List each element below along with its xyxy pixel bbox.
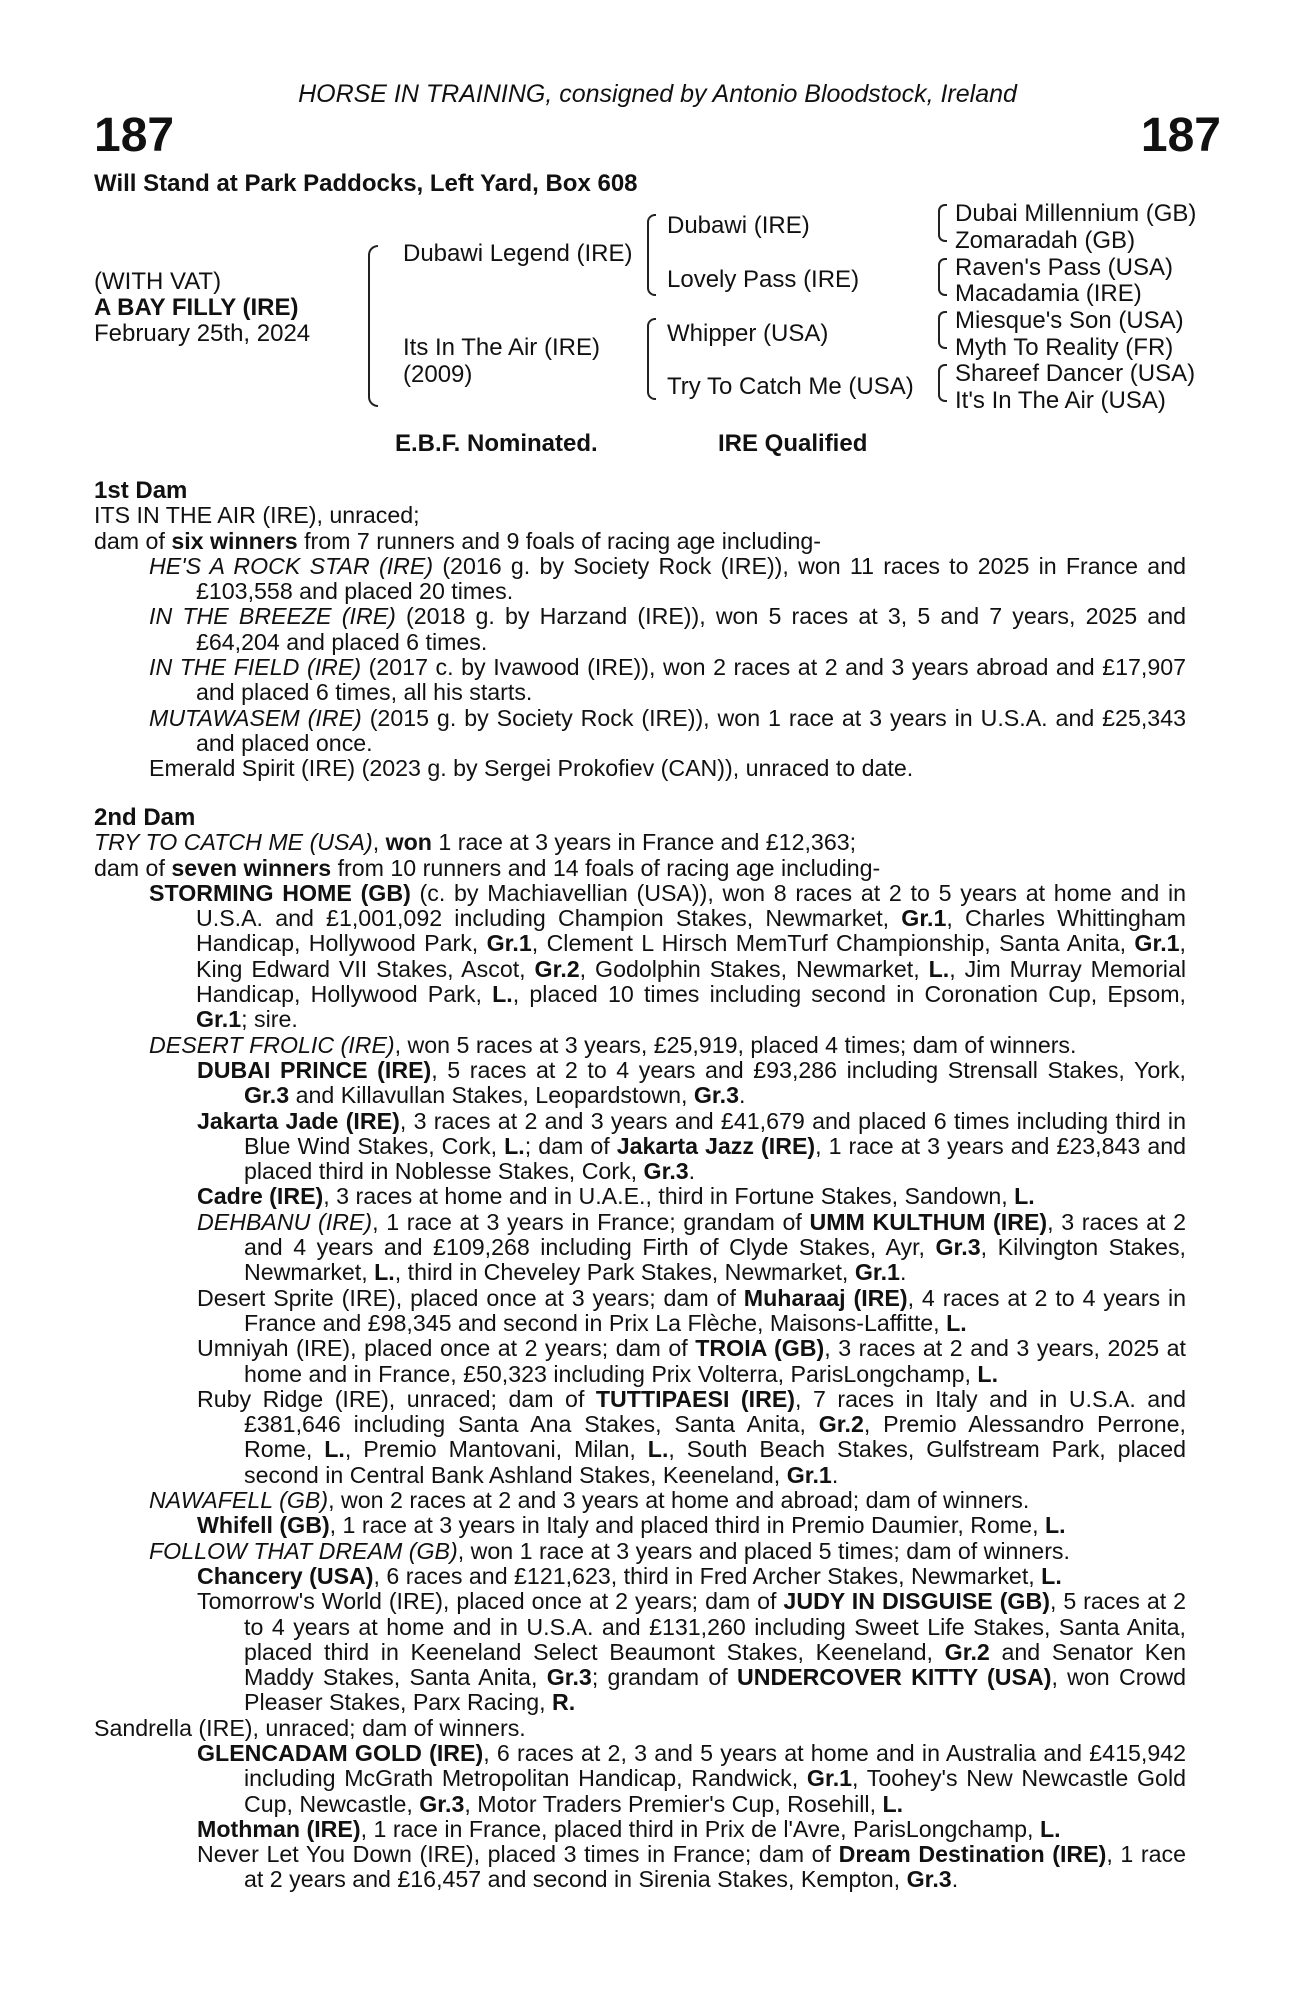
brace-3 [647, 318, 656, 400]
gen3-7: Shareef Dancer (USA) [955, 360, 1196, 387]
page-header: HORSE IN TRAINING, consigned by Antonio Bloodstock, Ireland [298, 80, 1017, 108]
dam: Its In The Air (IRE) [403, 334, 600, 361]
progeny-entry: DESERT FROLIC (IRE), won 5 races at 3 years, £25,919, placed 4 times; dam of winners. [149, 1031, 1077, 1058]
progeny-entry: Sandrella (IRE), unraced; dam of winners. [94, 1714, 526, 1741]
progeny-entry: NAWAFELL (GB), won 2 races at 2 and 3 years at home and abroad; dam of winners. [149, 1487, 1030, 1514]
first-dam-line: ITS IN THE AIR (IRE), unraced; [94, 502, 420, 529]
gen3-4: Macadamia (IRE) [955, 280, 1142, 307]
horse-dob: February 25th, 2024 [94, 320, 311, 347]
grandprogeny-entry: Whifell (GB), 1 race at 3 years in Italy and placed third in Premio Daumier, Rome, L. [197, 1512, 1066, 1539]
grandprogeny-entry: Ruby Ridge (IRE), unraced; dam of TUTTIPAESI (IRE), 7 races in Italy and in U.S.A. and £381,646 including Santa Ana Stakes, Santa Anita, Gr.2, Premio Alessandro Perrone, Rome, L., Premio Mantovani, Milan, L., South Beach Stakes, Gulfstream Park, placed second in Central Bank Ashland Stakes, Keeneland, Gr.1. [197, 1385, 1187, 1488]
vat-label: (WITH VAT) [94, 268, 222, 295]
first-dam-heading: 1st Dam [94, 477, 188, 504]
gen3-6: Myth To Reality (FR) [955, 334, 1174, 361]
progeny-entry: IN THE BREEZE (IRE) (2018 g. by Harzand (IRE)), won 5 races at 3, 5 and 7 years, 2025 and £64,204 and placed 6 times. [149, 603, 1186, 655]
sire-sire: Dubawi (IRE) [667, 212, 810, 239]
lot-number-left: 187 [94, 109, 175, 162]
progeny-entry: STORMING HOME (GB) (c. by Machiavellian (USA)), won 8 races at 2 to 5 years at home and in U.S.A. and £1,001,092 including Champion Stakes, Newmarket, Gr.1, Charles Whittingham Handicap, Hollywood Park, Gr.1, Clement L Hirsch MemTurf Championship, Santa Anita, Gr.1, King Edward VII Stakes, Ascot, Gr.2, Godolphin Stakes, Newmarket, L., Jim Murray Memorial Handicap, Hollywood Park, L., placed 10 times including second in Coronation Cup, Epsom, Gr.1; sire. [149, 879, 1187, 1033]
grandprogeny-entry: Desert Sprite (IRE), placed once at 3 years; dam of Muharaaj (IRE), 4 races at 2 to 4 years in France and £98,345 and second in Prix La Flèche, Maisons-Laffitte, L. [197, 1284, 1187, 1336]
second-dam-section [94, 805, 1186, 1893]
horse-name: A BAY FILLY (IRE) [94, 294, 299, 321]
second-dam-summary: dam of seven winners from 10 runners and 14 foals of racing age including- [94, 854, 881, 881]
stand-location: Will Stand at Park Paddocks, Left Yard, Box 608 [94, 170, 638, 197]
ebf-nominated: E.B.F. Nominated. [395, 430, 598, 457]
second-dam-heading: 2nd Dam [94, 804, 196, 831]
grandprogeny-entry: Jakarta Jade (IRE), 3 races at 2 and 3 years and £41,679 and placed 6 times including third in Blue Wind Stakes, Cork, L.; dam of Jakarta Jazz (IRE), 1 race at 3 years and £23,843 and placed third in Noblesse Stakes, Cork, Gr.3. [197, 1107, 1187, 1185]
brace-6 [938, 311, 947, 349]
ire-qualified: IRE Qualified [718, 430, 868, 457]
second-dam-line: TRY TO CATCH ME (USA), won 1 race at 3 years in France and £12,363; [94, 829, 857, 856]
grandprogeny-entry: Umniyah (IRE), placed once at 2 years; dam of TROIA (GB), 3 races at 2 and 3 years, 2025 at home and in France, £50,323 including Prix Volterra, ParisLongchamp, L. [197, 1335, 1186, 1387]
grandprogeny-entry: DUBAI PRINCE (IRE), 5 races at 2 to 4 years and £93,286 including Strensall Stakes, York, Gr.3 and Killavullan Stakes, Leopardstown, Gr.3. [197, 1056, 1186, 1109]
grandprogeny-entry: Chancery (USA), 6 races and £121,623, third in Fred Archer Stakes, Newmarket, L. [197, 1562, 1062, 1589]
brace-5 [938, 258, 947, 296]
gen3-8: It's In The Air (USA) [955, 387, 1166, 414]
progeny-entry: FOLLOW THAT DREAM (GB), won 1 race at 3 years and placed 5 times; dam of winners. [149, 1537, 1070, 1564]
progeny-entry: HE'S A ROCK STAR (IRE) (2016 g. by Society Rock (IRE)), won 11 races to 2025 in France and £103,558 and placed 20 times. [149, 552, 1186, 605]
brace-2 [647, 214, 656, 296]
progeny-entry: Emerald Spirit (IRE) (2023 g. by Sergei Prokofiev (CAN)), unraced to date. [149, 755, 914, 782]
grandprogeny-entry: GLENCADAM GOLD (IRE), 6 races at 2, 3 and 5 years at home and in Australia and £415,942 including McGrath Metropolitan Handicap, Randwick, Gr.1, Toohey's New Newcastle Gold Cup, Newcastle, Gr.3, Motor Traders Premier's Cup, Rosehill, L. [197, 1739, 1187, 1817]
gen3-5: Miesque's Son (USA) [955, 307, 1184, 334]
gen3-1: Dubai Millennium (GB) [955, 200, 1197, 227]
dam-sire: Whipper (USA) [667, 320, 829, 347]
sire: Dubawi Legend (IRE) [403, 240, 633, 267]
brace-4 [938, 204, 947, 242]
gen3-2: Zomaradah (GB) [955, 227, 1136, 254]
first-dam-section [94, 478, 1186, 782]
dam-dam: Try To Catch Me (USA) [667, 373, 914, 400]
sire-dam: Lovely Pass (IRE) [667, 266, 860, 293]
progeny-entry: MUTAWASEM (IRE) (2015 g. by Society Rock (IRE)), won 1 race at 3 years in U.S.A. and £25,343 and placed once. [149, 704, 1186, 756]
grandprogeny-entry: Mothman (IRE), 1 race in France, placed third in Prix de l'Avre, ParisLongchamp, L. [197, 1815, 1061, 1842]
grandprogeny-entry: Cadre (IRE), 3 races at home and in U.A.E., third in Fortune Stakes, Sandown, L. [197, 1183, 1035, 1210]
lot-number-right: 187 [1140, 109, 1221, 162]
brace-1 [368, 245, 378, 407]
grandprogeny-entry: Never Let You Down (IRE), placed 3 times in France; dam of Dream Destination (IRE), 1 race at 2 years and £16,457 and second in Sirenia Stakes, Kempton, Gr.3. [197, 1841, 1186, 1893]
brace-7 [938, 364, 947, 402]
gen3-3: Raven's Pass (USA) [955, 254, 1173, 281]
first-dam-summary: dam of six winners from 7 runners and 9 foals of racing age including- [94, 527, 821, 554]
progeny-entry: IN THE FIELD (IRE) (2017 c. by Ivawood (IRE)), won 2 races at 2 and 3 years abroad and £17,907 and placed 6 times, all his starts. [149, 654, 1187, 706]
dam-year: (2009) [403, 361, 473, 388]
grandprogeny-entry: Tomorrow's World (IRE), placed once at 2 years; dam of JUDY IN DISGUISE (GB), 5 races at 2 to 4 years at home and in U.S.A. and £131,260 including Sweet Life Stakes, Santa Anita, placed third in Keeneland Select Beaumont Stakes, Keeneland, Gr.2 and Senator Ken Maddy Stakes, Santa Anita, Gr.3; grandam of UNDERCOVER KITTY (USA), won Crowd Pleaser Stakes, Parx Racing, R. [197, 1588, 1187, 1716]
grandprogeny-entry: DEHBANU (IRE), 1 race at 3 years in France; grandam of UMM KULTHUM (IRE), 3 races at 2 and 4 years and £109,268 including Firth of Clyde Stakes, Ayr, Gr.3, Kilvington Stakes, Newmarket, L., third in Cheveley Park Stakes, Newmarket, Gr.1. [197, 1208, 1186, 1286]
